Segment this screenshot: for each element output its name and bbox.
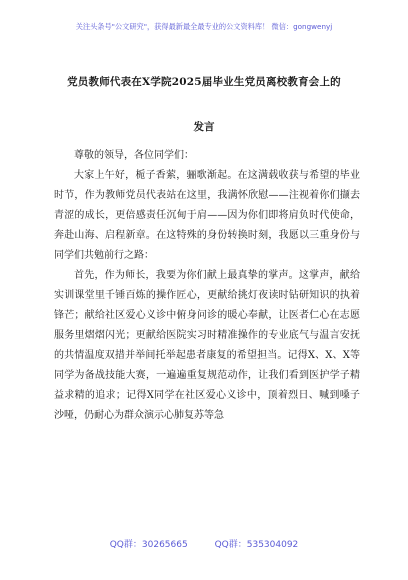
header-banner: 关注头条号"公文研究"，获得最新最全最专业的公文资料库！ 微信：gongwenyj [75,22,333,31]
footer-qq-group-1: QQ群：30265665 [109,540,188,550]
document-title: 党员教师代表在X学院2025届毕业生党员离校教育会上的 [67,76,341,88]
paragraph-1: 大家上午好，栀子香萦，骊歌渐起。在这满载收获与希望的毕业时节，作为教师党员代表站在这里，我满怀欣慰——注视着你们撷去青涩的成长，更倍感责任沉甸于肩——因为你们即将肩负时代使命，奔赴山海、启程新章。在这特殊的身份转换时刻，我愿以三重身份与同学们共勉前行之路： [54,170,360,261]
paragraph-2: 首先，作为师长，我要为你们献上最真挚的掌声。这掌声，献给实训课堂里千锤百炼的操作匠心，更献给挑灯夜读时钻研知识的执着锋芒；献给社区爱心义诊中俯身问诊的暖心奉献，让医者仁心在志愿服务里熠熠闪光；更献给医院实习时精准操作的专业底气与温言安抚的共情温度双措并举间托举起患者康复的希望担当。记得X、X、X等同学为备战技能大赛，一遍遍重复规范动作，让我们看到医护学子精益求精的追求；记得X同学在社区爱心义诊中，顶着烈日、喊到嗓子沙哑，仍耐心为群众演示心肺复苏等急 [54,270,360,421]
footer-qq-groups [0,537,408,550]
salutation: 尊敬的领导，各位同学们： [74,150,194,161]
document-body [54,146,360,426]
document-title-continuation: 发言 [193,121,215,133]
footer-qq-group-2: QQ群：535304092 [214,540,299,550]
